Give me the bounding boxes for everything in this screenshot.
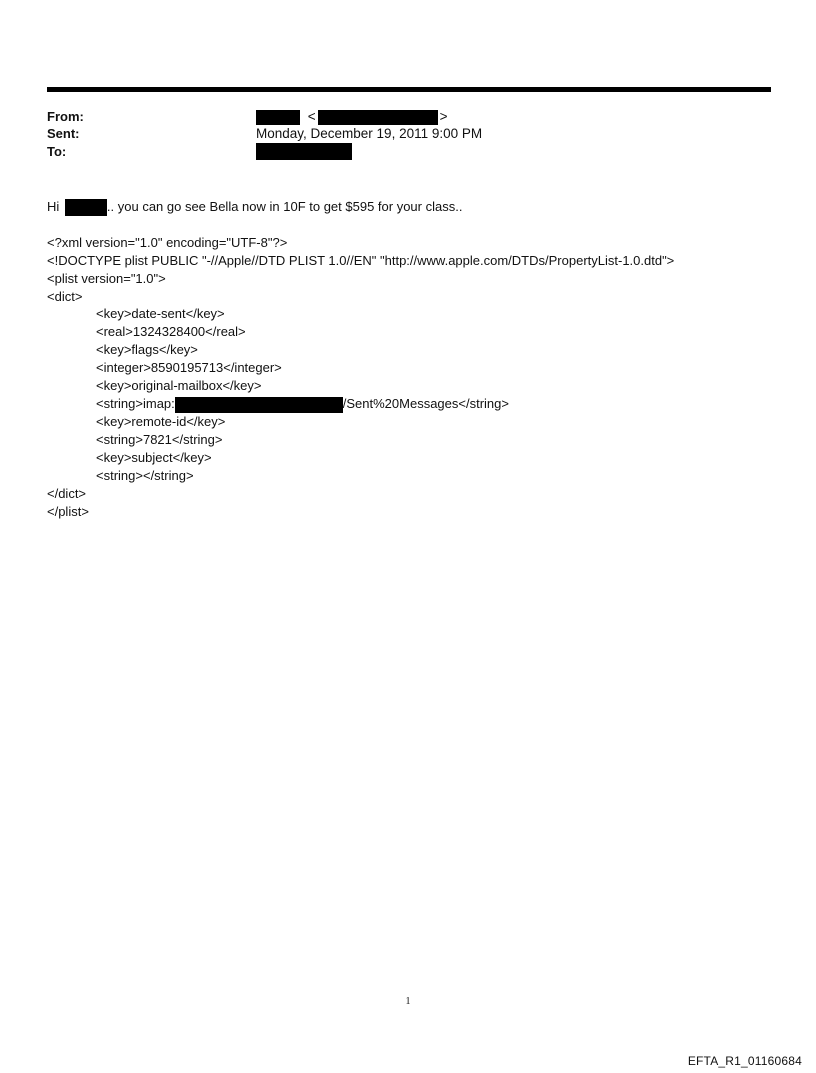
redacted-sender-name	[256, 110, 300, 125]
plist-line: <key>flags</key>	[96, 342, 198, 357]
greeting-start: Hi	[47, 199, 60, 214]
to-label: To:	[47, 144, 67, 159]
to-value	[256, 143, 352, 160]
plist-line: <string></string>	[96, 468, 194, 483]
plist-line: <key>original-mailbox</key>	[96, 378, 262, 393]
header-rule	[47, 87, 771, 92]
sent-value: Monday, December 19, 2011 9:00 PM	[256, 126, 483, 141]
imap-suffix: /Sent%20Messages</string>	[342, 396, 509, 411]
plist-line: <real>1324328400</real>	[96, 324, 246, 339]
greeting-rest: .. you can go see Bella now in 10F to get $595 for your class..	[106, 199, 463, 214]
redacted-recipient-name	[65, 199, 107, 216]
redacted-mailbox-address	[175, 397, 343, 413]
from-value	[256, 109, 448, 125]
plist-close: </plist>	[47, 504, 89, 519]
plist-line: <key>remote-id</key>	[96, 414, 226, 429]
plist-line: <key>date-sent</key>	[96, 306, 225, 321]
page-number: 1	[405, 996, 411, 1007]
plist-line: <string>7821</string>	[96, 432, 223, 447]
dict-open: <dict>	[47, 289, 83, 304]
from-open-bracket: <	[307, 109, 316, 124]
sent-label: Sent:	[47, 126, 80, 141]
dict-close: </dict>	[47, 486, 87, 501]
from-label: From:	[47, 109, 84, 124]
plist-open: <plist version="1.0">	[47, 271, 166, 286]
imap-line	[96, 396, 509, 413]
from-close-bracket: >	[439, 109, 448, 124]
message-body	[47, 199, 462, 216]
doctype-line: <!DOCTYPE plist PUBLIC "-//Apple//DTD PLIST 1.0//EN" "http://www.apple.com/DTDs/PropertyList-1.0.dtd">	[47, 253, 675, 268]
redacted-sender-email	[318, 110, 438, 125]
plist-line: <integer>8590195713</integer>	[96, 360, 282, 375]
imap-prefix: <string>imap:	[96, 396, 175, 411]
redacted-recipient	[256, 143, 352, 160]
xml-declaration: <?xml version="1.0" encoding="UTF-8"?>	[47, 235, 288, 250]
plist-line: <key>subject</key>	[96, 450, 212, 465]
bates-number: EFTA_R1_01160684	[687, 1054, 802, 1068]
